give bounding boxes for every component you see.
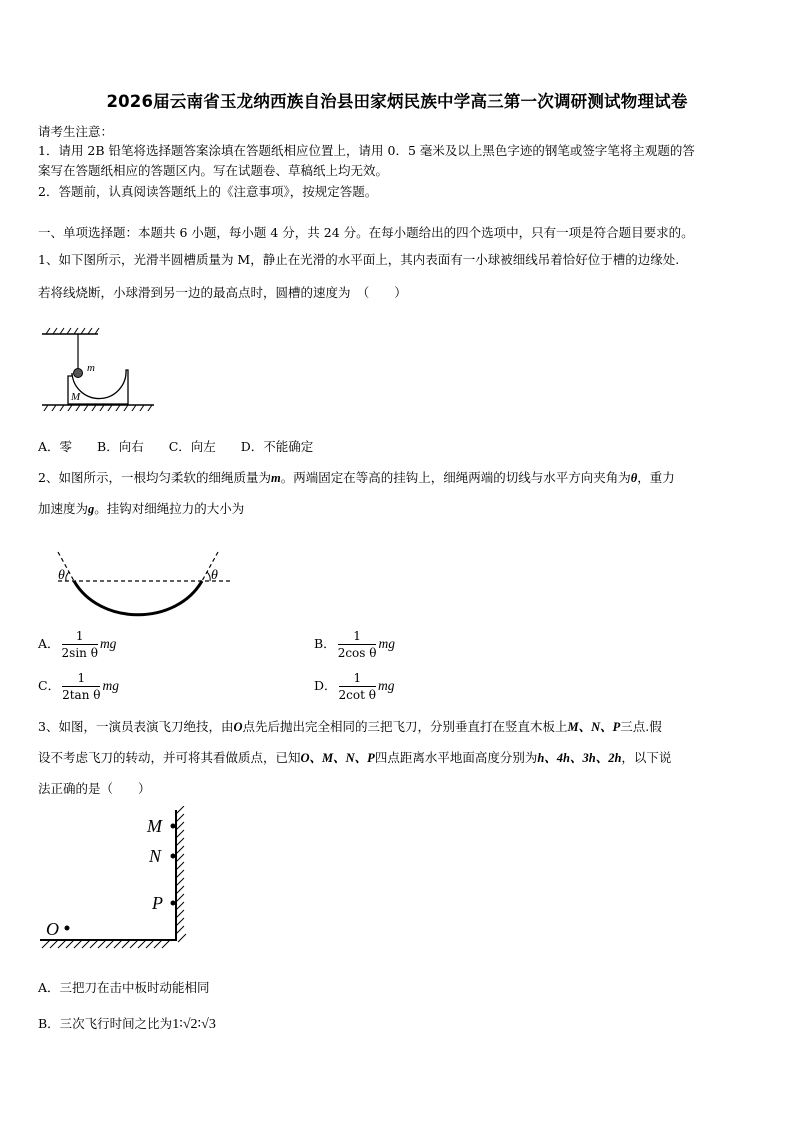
q3-point-O: [65, 926, 70, 931]
q1-figure-label-M: M: [71, 391, 81, 403]
q2-option-A: A． $\frac{1}{\text{2sin θ}}$ mg: [38, 629, 117, 660]
q3-option-A: A．三把刀在击中板时动能相同: [38, 980, 210, 995]
notice-heading: 请考生注意：: [38, 124, 114, 139]
notice-item-1-line-2: 案写在答题纸相应的答题区内。写在试题卷、草稿纸上均无效。: [38, 163, 389, 178]
q3-figure-wall-and-knives: [38, 806, 198, 956]
q3-label-M: M: [147, 816, 162, 836]
q1-figure-semicircle-groove: [38, 326, 158, 412]
q3-stem-line-1: 3、如图，一演员表演飞刀绝技，由O点先后抛出完全相同的三把飞刀，分别垂直打在竖直木板上M、N、P三点.假: [38, 719, 662, 734]
q3-label-P: P: [152, 893, 163, 913]
q3-label-N: N: [149, 846, 162, 866]
q2-option-C: C． $\frac{1}{\text{2tan θ}}$ mg: [38, 671, 119, 702]
q2-figure-hanging-rope: [50, 548, 232, 620]
q2-figure-theta-left: θ: [58, 568, 65, 583]
q1-stem-line-1: 1、如下图所示，光滑半圆槽质量为 M，静止在光滑的水平面上，其内表面有一小球被细线吊着恰好位于槽的边缘处.: [38, 252, 680, 267]
section-heading: 一、单项选择题：本题共 6 小题，每小题 4 分，共 24 分。在每小题给出的四个选项中，只有一项是符合题目要求的。: [38, 225, 694, 240]
q3-stem-line-2: 设不考虑飞刀的转动，并可将其看做质点，已知O、M、N、P四点距离水平地面高度分别为h、4h、3h、2h，以下说: [38, 750, 672, 765]
q3-stem-line-3: 法正确的是（ ）: [38, 781, 151, 796]
q2-stem-line-2: 加速度为g。挂钩对细绳拉力的大小为: [38, 501, 245, 516]
notice-item-1-line-1: 1．请用 2B 铅笔将选择题答案涂填在答题纸相应位置上，请用 0．5 毫米及以上黑色字迹的钢笔或签字笔将主观题的答: [38, 143, 695, 158]
q3-point-P: [171, 901, 176, 906]
notice-item-2: 2．答题前，认真阅读答题纸上的《注意事项》，按规定答题。: [38, 184, 378, 199]
q3-label-O: O: [46, 919, 59, 939]
q3-point-N: [171, 854, 176, 859]
q1-options: A．零 B．向右 C．向左 D．不能确定: [38, 439, 314, 454]
q2-option-B: B． $\frac{1}{\text{2cos θ}}$ mg: [314, 629, 395, 660]
q2-option-D: D． $\frac{1}{\text{2cot θ}}$ mg: [314, 671, 395, 702]
q3-option-B: B．三次飞行时间之比为1∶√2∶√3: [38, 1016, 216, 1032]
page-title: 2026届云南省玉龙纳西族自治县田家炳民族中学高三第一次调研测试物理试卷: [106, 92, 688, 111]
q1-figure-label-m: m: [87, 362, 95, 374]
q2-stem-line-1: 2、如图所示，一根均匀柔软的细绳质量为m。两端固定在等高的挂钩上，细绳两端的切线与水平方向夹角为θ，重力: [38, 470, 675, 485]
q2-figure-theta-right: θ: [211, 568, 218, 583]
q1-stem-line-2: 若将线烧断，小球滑到另一边的最高点时，圆槽的速度为 （ ）: [38, 285, 407, 300]
q3-point-M: [171, 824, 176, 829]
